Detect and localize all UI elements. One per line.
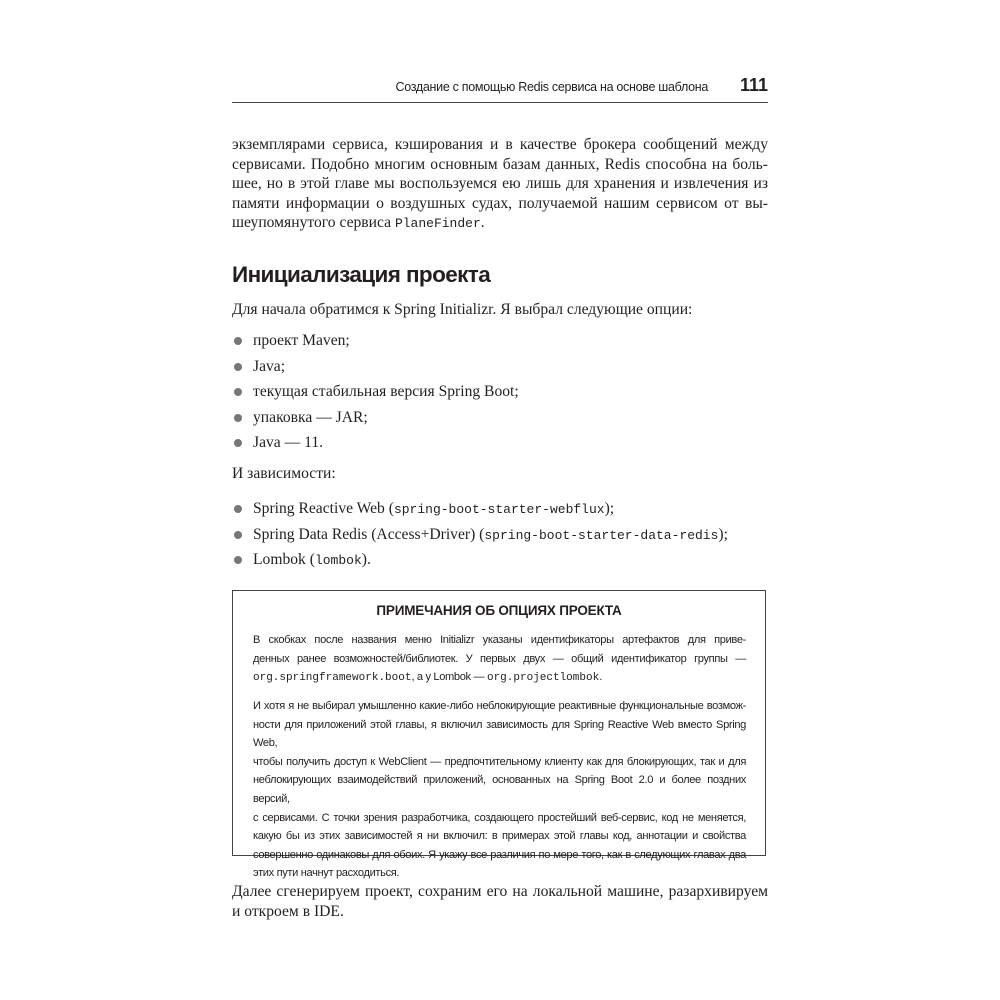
note-line: В скобках после названия меню Initializr указаны идентификаторы артефактов для приве- <box>253 634 746 646</box>
intro-text: шеупомянутого сервиса <box>232 214 395 232</box>
list-item-text: упаковка — JAR; <box>253 408 368 426</box>
dependency-name: Spring Reactive Web ( <box>253 500 394 517</box>
note-paragraph-1 <box>253 631 746 688</box>
page-number: 111 <box>739 75 768 95</box>
inline-code: spring-boot-starter-webflux <box>393 502 605 517</box>
intro-end: . <box>480 214 485 232</box>
list-item <box>232 550 772 576</box>
note-line <box>253 668 746 688</box>
list-item <box>232 357 772 383</box>
dependency-end: ). <box>361 551 371 568</box>
dependency-end: ); <box>718 525 728 543</box>
inline-code: org.projectlombok <box>486 672 600 685</box>
bullet-icon <box>234 414 242 422</box>
closing-paragraph <box>232 882 768 921</box>
inline-code: lombok <box>314 553 362 568</box>
running-title: Создание с помощью Redis сервиса на основе шаблона <box>395 80 708 94</box>
intro-line: шее, но в этой главе мы воспользуемся ею лишь для хранения и извлечения из <box>232 175 768 193</box>
list-item <box>232 433 772 459</box>
list-item <box>232 382 772 408</box>
note-line: неблокирующих взаимодействий приложений, основанных на Spring Boot 2.0 и более поздних версий, <box>253 774 746 805</box>
note-text: , а у Lombok — <box>411 671 487 684</box>
intro-paragraph <box>232 135 768 234</box>
closing-line: Далее сгенерируем проект, сохраним его на локальной машине, разархивируем <box>232 883 768 900</box>
list-item <box>232 331 772 357</box>
note-title: ПРИМЕЧАНИЯ ОБ ОПЦИЯХ ПРОЕКТА <box>376 603 622 618</box>
intro-line-last <box>232 213 768 234</box>
note-line: какую бы из этих зависимостей я ни включил: в примерах этой главы код, аннотации и свойства <box>253 830 746 843</box>
note-line: этих пути начнут расходиться. <box>253 867 400 880</box>
running-header <box>232 74 768 103</box>
list-item <box>232 408 772 434</box>
dependency-name: Lombok ( <box>253 551 315 568</box>
bullet-icon <box>234 439 242 447</box>
note-line: денных ранее возможностей/библиотек. У первых двух — общий идентификатор группы — <box>253 652 746 665</box>
bullet-icon <box>234 363 242 371</box>
list-item <box>232 525 772 551</box>
section-lead: Для начала обратимся к Spring Initializr. Я выбрал следующие опции: <box>232 301 693 318</box>
bullet-icon <box>234 531 242 539</box>
intro-line: сервисами. Подобно многим основным базам данных, Redis способна на боль- <box>232 155 768 173</box>
intro-line: экземплярами сервиса, кэширования и в качестве брокера сообщений между <box>232 136 768 153</box>
note-line: И хотя я не выбирал умышленно какие-либо неблокирующие реактивные функциональные возмож- <box>253 700 746 712</box>
list-item <box>232 499 772 525</box>
bullet-icon <box>234 505 242 513</box>
note-line: с сервисами. С точки зрения разработчика, создающего простейший веб-сервис, код не меняется, <box>253 811 746 824</box>
note-line: чтобы получить доступ к WebClient — предпочтительному клиенту как для блокирующих, так и для <box>253 755 746 768</box>
options-list <box>232 331 772 459</box>
note-text: . <box>599 671 602 684</box>
list-item-text: Java; <box>253 357 286 375</box>
closing-line: и откроем в IDE. <box>232 902 344 920</box>
list-item-text: проект Maven; <box>253 332 350 349</box>
intro-line: памяти информации о воздушных судах, получаемой нашим сервисом от вы- <box>232 194 768 212</box>
bullet-icon <box>234 388 242 396</box>
note-line: ности для приложений этой главы, я включил зависимость для Spring Reactive Web вместо Spring Web, <box>253 718 746 750</box>
note-paragraph-2 <box>253 697 746 883</box>
inline-code: spring-boot-starter-data-redis <box>484 527 719 543</box>
list-item-text: текущая стабильная версия Spring Boot; <box>253 383 519 400</box>
dependencies-lead: И зависимости: <box>232 465 336 482</box>
dependency-end: ); <box>604 500 615 517</box>
inline-code: PlaneFinder <box>394 216 481 232</box>
inline-code: org.springframework.boot <box>253 672 412 685</box>
dependency-name: Spring Data Redis (Access+Driver) ( <box>253 525 485 543</box>
bullet-icon <box>234 337 242 345</box>
bullet-icon <box>234 556 242 564</box>
dependencies-list <box>232 499 772 576</box>
note-box <box>232 590 766 880</box>
note-line: совершенно одинаковы для обоих. Я укажу все различия по мере того, как в следующих главах два <box>253 848 746 861</box>
list-item-text: Java — 11. <box>253 434 324 451</box>
section-heading: Инициализация проекта <box>232 262 491 287</box>
